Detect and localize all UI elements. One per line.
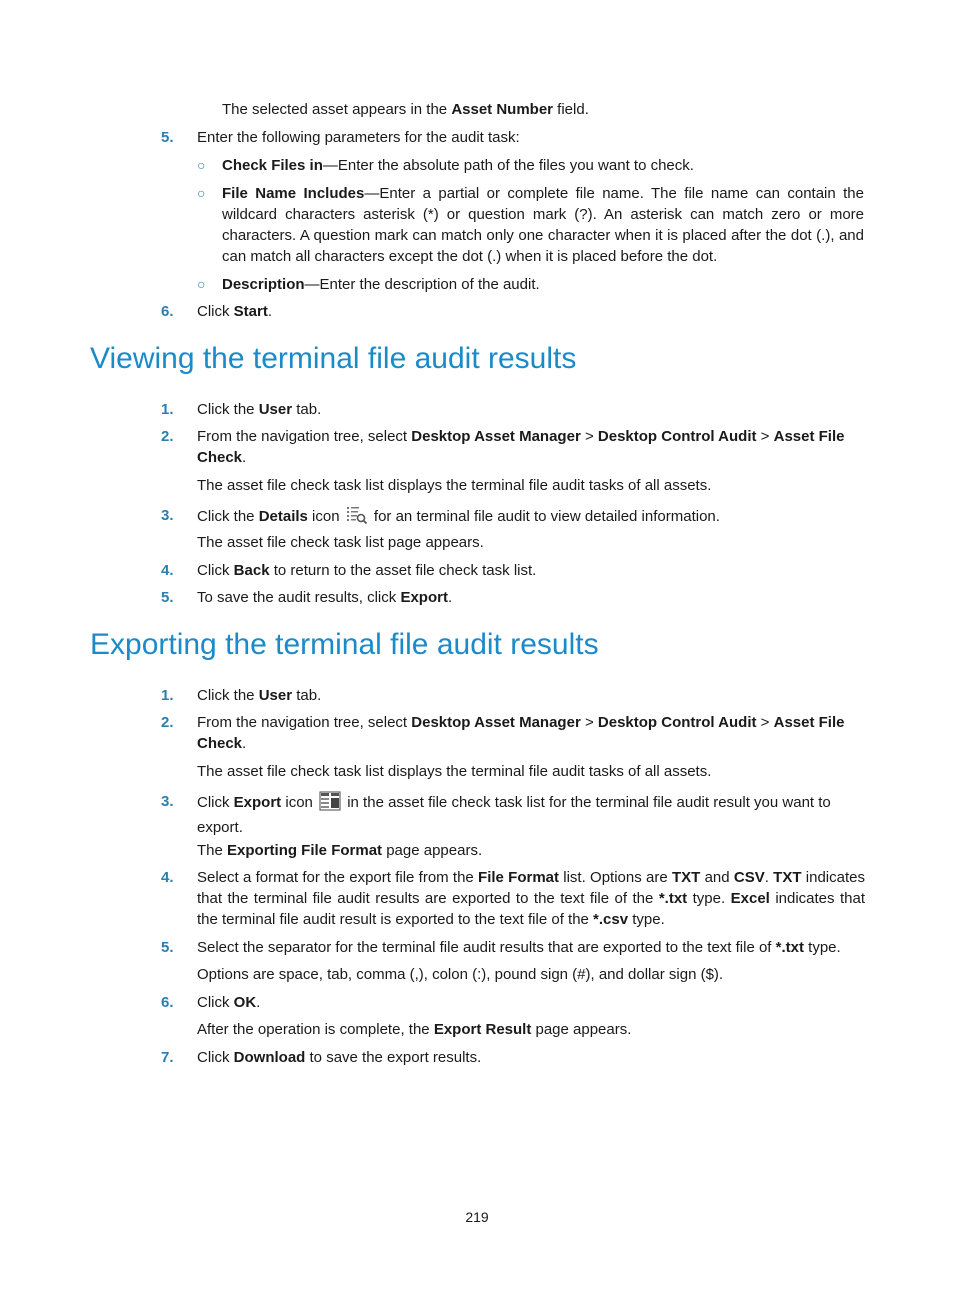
- step-number: 6.: [161, 994, 174, 1011]
- export-icon: [319, 791, 341, 817]
- page-number: 219: [465, 1209, 489, 1225]
- step-number: 2.: [161, 428, 174, 445]
- step-text: Click Download to save the export results.: [197, 1049, 482, 1066]
- step-text: Click Start.: [197, 303, 273, 320]
- section-heading-exporting: Exporting the terminal file audit results: [90, 628, 599, 661]
- section-heading-viewing: Viewing the terminal file audit results: [90, 342, 577, 375]
- step-text: Click Back to return to the asset file check task list.: [197, 562, 537, 579]
- step-number: 1.: [161, 401, 174, 418]
- step-text: Click the User tab.: [197, 687, 322, 704]
- step-number: 5.: [161, 939, 174, 956]
- bullet-file-name-includes: File Name Includes—Enter a partial or complete file name. The file name can contain the wildcard characters asterisk (*) or question mark (?). An asterisk can match zero or more characters. A question mark can match only one character when it is placed after the dot (.), and can match all characters except the dot (.) when it is placed before the dot.: [222, 185, 864, 265]
- step-text: Click Export icon in the asset file check task list for the terminal file audit result you want to export.: [197, 791, 865, 838]
- step-note: The Exporting File Format page appears.: [197, 842, 483, 859]
- step-number: 5.: [161, 129, 174, 146]
- step-note: Options are space, tab, comma (,), colon (:), pound sign (#), and dollar sign ($).: [197, 966, 724, 983]
- details-icon: [346, 505, 368, 531]
- step-text: To save the audit results, click Export.: [197, 589, 453, 606]
- step-text: Enter the following parameters for the audit task:: [197, 129, 520, 146]
- step-number: 7.: [161, 1049, 174, 1066]
- step-text: Click the User tab.: [197, 401, 322, 418]
- bullet-check-files: Check Files in—Enter the absolute path of the files you want to check.: [222, 157, 694, 174]
- step-number: 3.: [161, 793, 174, 810]
- step-note: The asset file check task list page appears.: [197, 534, 484, 551]
- step-text: From the navigation tree, select Desktop Asset Manager > Desktop Control Audit > Asset File Check.: [197, 428, 845, 466]
- bullet-description: Description—Enter the description of the audit.: [222, 276, 540, 293]
- step-number: 5.: [161, 589, 174, 606]
- step-text: Click OK.: [197, 994, 261, 1011]
- bullet-mark: ○: [197, 185, 206, 201]
- step-number: 2.: [161, 714, 174, 731]
- step-text: Select the separator for the terminal file audit results that are exported to the text file of *.txt type.: [197, 939, 841, 956]
- step-note: The asset file check task list displays the terminal file audit tasks of all assets.: [197, 763, 712, 780]
- bullet-mark: ○: [197, 157, 206, 173]
- step-number: 6.: [161, 303, 174, 320]
- step-number: 4.: [161, 562, 174, 579]
- asset-number-note: The selected asset appears in the Asset Number field.: [222, 101, 589, 118]
- step-note: After the operation is complete, the Export Result page appears.: [197, 1021, 632, 1038]
- step-number: 3.: [161, 507, 174, 524]
- step-number: 4.: [161, 869, 174, 886]
- step-text: Click the Details icon for an terminal file audit to view detailed information.: [197, 505, 865, 531]
- bullet-mark: ○: [197, 276, 206, 292]
- step-text: From the navigation tree, select Desktop Asset Manager > Desktop Control Audit > Asset File Check.: [197, 714, 845, 752]
- step-note: The asset file check task list displays the terminal file audit tasks of all assets.: [197, 477, 712, 494]
- step-text: Select a format for the export file from the File Format list. Options are TXT and CSV. TXT indicates that the terminal file audit results are exported to the text file of the *.txt type. Excel indicates that the terminal file audit result is exported to the text file of the *.csv type.: [197, 869, 866, 928]
- step-number: 1.: [161, 687, 174, 704]
